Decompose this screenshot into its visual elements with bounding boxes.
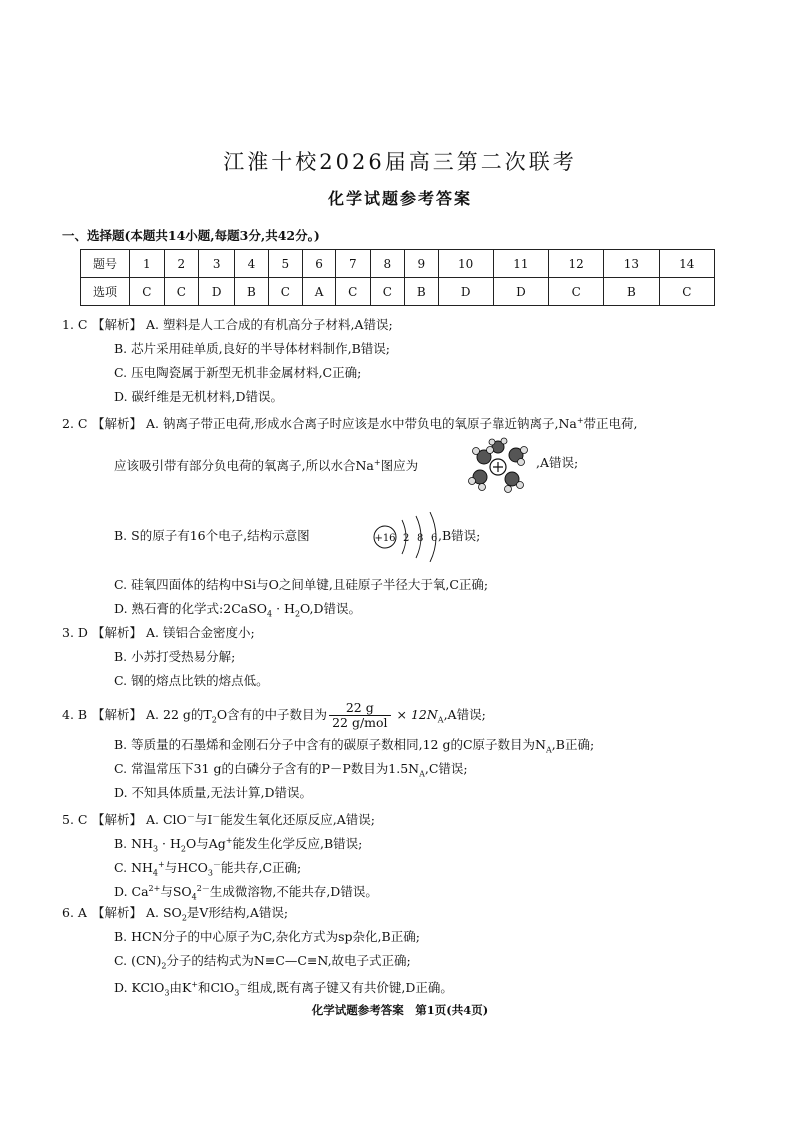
table-cell-answer: A [303,278,336,306]
q2-b-pre: B. S的原子有16个电子,结构示意图 [114,528,310,543]
document-title: 江淮十校2026届高三第二次联考 [223,150,577,174]
row-label-answer: 选项 [81,278,130,306]
q6-number: 6. A [62,905,87,920]
q5-c-sup1: + [158,860,165,869]
q2-option-a-line1 [62,413,638,432]
q1-a-text: A. 塑料是人工合成的有机高分子材料,A错误; [146,317,393,332]
q5-a-mid: 与I [194,812,213,828]
table-cell-answer: B [604,278,659,306]
q6-c-pre: C. (CN) [114,953,162,968]
table-cell-answer: C [659,278,714,306]
page-footer: 化学试题参考答案 第1页(共4页) [311,1003,489,1017]
analysis-tag: 【解析】 [92,625,143,640]
q4-c-sub: A [419,769,425,779]
q4-fraction [329,701,390,730]
q2-d-mid: · H [272,601,295,616]
table-cell-answer: C [549,278,604,306]
shell-3-count: 6 [431,533,438,544]
q5-b-mid: · H [158,836,181,852]
table-cell-number: 9 [405,250,438,278]
q5-d-sub: 4 [191,892,197,902]
table-cell-number: 5 [268,250,303,278]
q6-d-pre: D. KClO [114,980,165,996]
question-number-row [81,250,715,278]
table-cell-answer: C [370,278,405,306]
q6-option-d [114,977,453,1002]
q2-d-sub1: 4 [267,609,273,619]
q4-a-pre: A. 22 g的T [146,707,212,722]
q6-option-c [114,953,411,975]
q3-number: 3. D [62,625,88,640]
q2-d-sub2: 2 [294,609,301,619]
q4-c-end: ,C错误; [424,761,468,776]
q5-option-a [62,809,375,828]
fraction-denominator: 22 g/mol [332,715,388,730]
q4-a-end2: ,A错误; [443,707,486,722]
table-cell-answer: D [493,278,548,306]
q5-a-sup1: － [186,812,195,821]
document-subtitle: 化学试题参考答案 [327,189,472,208]
q3-a-text: A. 镁铝合金密度小; [146,625,255,640]
analysis-tag: 【解析】 [92,812,143,828]
table-cell-number: 1 [130,250,165,278]
q1-option-c: C. 压电陶瓷属于新型无机非金属材料,C正确; [114,365,362,380]
q2-option-b [114,528,310,544]
q5-number: 5. C [62,812,88,828]
table-cell-number: 2 [164,250,199,278]
q3-option-a [62,625,255,641]
row-label-question: 题号 [81,250,130,278]
table-cell-number: 11 [493,250,548,278]
q6-c-sub: 2 [161,961,167,971]
shell-2-count: 8 [417,533,424,544]
q1-number: 1. C [62,317,88,332]
analysis-tag: 【解析】 [92,416,143,432]
analysis-tag: 【解析】 [92,317,143,332]
q6-a-end: 是V形结构,A错误; [186,905,289,920]
q1-option-d: D. 碳纤维是无机材料,D错误。 [114,389,284,404]
q6-option-a [62,905,288,927]
q4-b-sub: A [546,745,552,755]
table-cell-number: 6 [303,250,336,278]
q6-c-end: 分子的结构式为N≡C—C≡N,故电子式正确; [166,953,411,968]
q2-a2-mid: 图应为 [380,458,419,474]
q5-c-pre: C. NH [114,860,153,876]
q5-d-pre: D. Ca [114,884,149,900]
table-cell-number: 7 [335,250,370,278]
q4-a-end1: × 12N [392,707,438,722]
q5-option-c [114,857,301,882]
q6-d-mid2: 和ClO [197,980,235,996]
table-cell-answer: B [405,278,438,306]
q5-c-sub2: 3 [207,868,214,878]
q6-a-pre: A. SO [146,905,182,920]
q3-option-c: C. 钢的熔点比铁的熔点低。 [114,673,269,688]
q6-d-mid: 由K [169,980,192,996]
q6-d-end: 组成,既有离子键又有共价键,D正确。 [247,980,453,996]
table-cell-number: 13 [604,250,659,278]
q2-option-a-line2 [114,455,418,474]
q1-option-a [62,317,393,333]
q1-option-b: B. 芯片采用硅单质,良好的半导体材料制作,B错误; [114,341,390,356]
analysis-tag: 【解析】 [92,707,143,722]
q4-a-sub2: A [437,715,444,725]
answer-row [81,278,715,306]
q4-b-pre: B. 等质量的石墨烯和金刚石分子中含有的碳原子数相同,12 g的C原子数目为N [114,737,546,752]
q2-number: 2. C [62,416,88,432]
q5-b-end: 能发生化学反应,B错误; [232,836,363,852]
q2-option-c: C. 硅氧四面体的结构中Si与O之间单键,且硅原子半径大于氧,C正确; [114,577,489,592]
hydrated-sodium-diagram [466,437,536,497]
q5-d-mid: 与SO [160,884,192,900]
table-cell-answer: C [335,278,370,306]
q4-option-d: D. 不知具体质量,无法计算,D错误。 [114,785,312,800]
analysis-tag: 【解析】 [92,905,143,920]
table-cell-number: 4 [235,250,268,278]
table-cell-number: 12 [549,250,604,278]
q5-d-sup1: 2+ [148,884,161,893]
q5-b-sup: + [225,836,233,845]
q5-option-d [114,881,378,906]
table-cell-answer: D [199,278,235,306]
q5-c-sup2: － [213,860,222,869]
q2-d-pre: D. 熟石膏的化学式:2CaSO [114,601,268,616]
q5-a-pre: A. ClO [146,812,187,828]
q6-d-sup2: － [239,980,248,989]
q5-c-sub1: 4 [152,868,158,878]
q5-c-end: 能共存,C正确; [221,860,302,876]
q4-option-c [114,761,468,783]
table-cell-answer: B [235,278,268,306]
q6-d-sup: + [191,980,198,989]
q5-c-mid: 与HCO [164,860,208,876]
q6-option-b: B. HCN分子的中心原子为C,杂化方式为sp杂化,B正确; [114,929,420,944]
q4-a-sub: 2 [211,715,217,725]
table-cell-answer: C [268,278,303,306]
section-heading: 一、选择题(本题共14小题,每题3分,共42分。) [62,228,320,243]
q4-option-a [62,700,486,736]
q5-d-sup2: 2－ [196,884,210,893]
table-cell-number: 8 [370,250,405,278]
q6-d-sub2: 3 [234,988,240,998]
q2-b-post: ,B错误; [438,528,481,543]
q5-a-end: 能发生氧化还原反应,A错误; [220,812,375,828]
q5-option-b [114,833,362,858]
q3-option-b: B. 小苏打受热易分解; [114,649,236,664]
table-cell-number: 14 [659,250,714,278]
q5-b-mid2: O与Ag [186,836,226,852]
table-cell-answer: C [130,278,165,306]
q4-number: 4. B [62,707,88,722]
q6-a-sub: 2 [181,913,187,923]
atom-nucleus-label: +16 [374,533,396,544]
fraction-numerator: 22 g [329,701,390,716]
q4-option-b [114,737,594,759]
table-cell-number: 3 [199,250,235,278]
q2-d-end: O,D错误。 [300,601,362,616]
q5-b-sub2: 2 [180,844,186,854]
q5-d-end: 生成微溶物,不能共存,D错误。 [209,884,378,900]
q4-b-end: ,B正确; [551,737,595,752]
table-cell-answer: D [438,278,493,306]
q5-a-sup2: － [212,812,221,821]
q2-a1-text: A. 钠离子带正电荷,形成水合离子时应该是水中带负电的氧原子靠近钠离子,Na [146,416,577,432]
shell-1-count: 2 [403,533,410,544]
table-cell-number: 10 [438,250,493,278]
q4-c-pre: C. 常温常压下31 g的白磷分子含有的P－P数目为1.5N [114,761,420,776]
q2-option-d [114,601,361,623]
q2-a2-end: ,A错误; [536,455,579,470]
q6-d-sub1: 3 [164,988,170,998]
table-cell-answer: C [164,278,199,306]
q5-b-pre: B. NH [114,836,153,852]
q2-a1-end: 带正电荷, [583,416,638,432]
q5-b-sub1: 3 [152,844,159,854]
answer-table [80,249,715,306]
q4-a-mid: O含有的中子数目为 [216,707,328,722]
q2-a2-text: 应该吸引带有部分负电荷的氧离子,所以水合Na [114,458,374,474]
q2-a2-sup: + [373,458,381,467]
q2-a1-sup: + [576,416,584,425]
